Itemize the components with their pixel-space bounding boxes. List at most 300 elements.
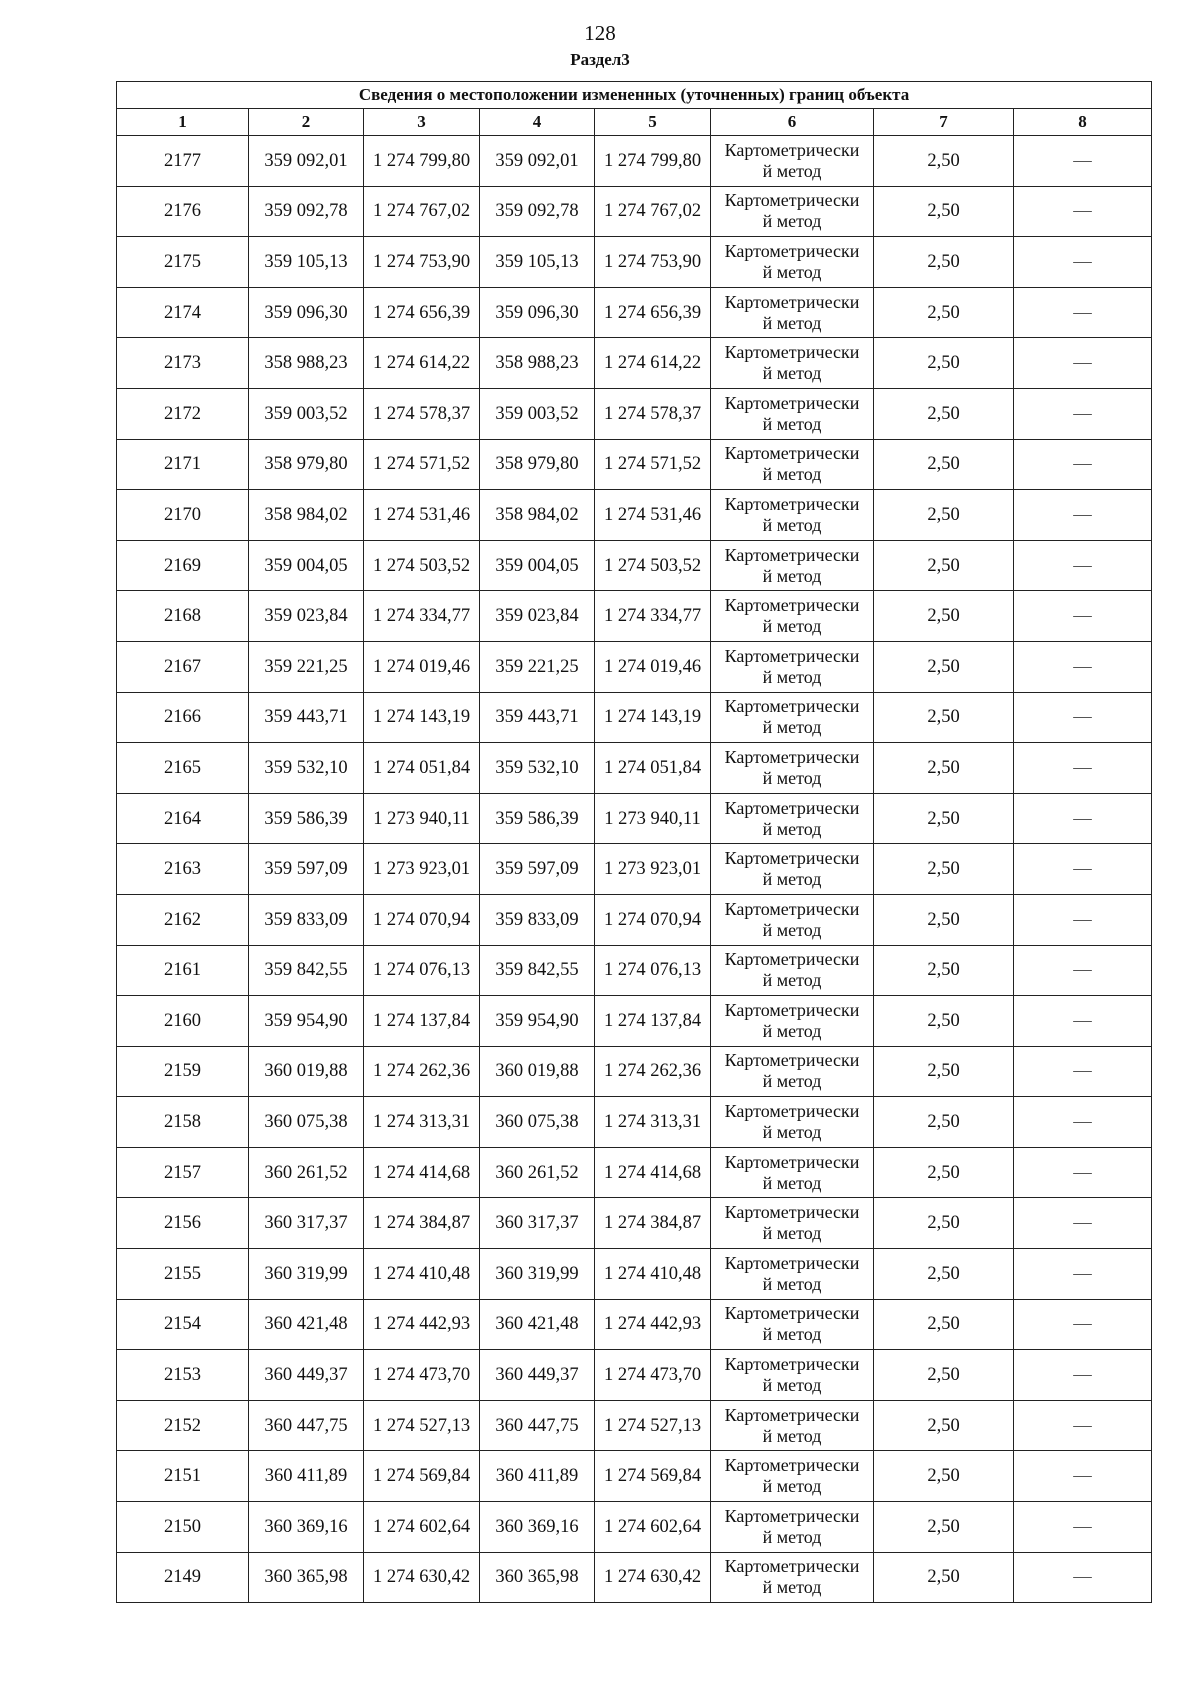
accuracy-cell: 2,50: [874, 641, 1014, 692]
y-coordinate-existing-cell: 1 274 076,13: [364, 945, 480, 996]
x-coordinate-existing-cell: 359 833,09: [249, 894, 364, 945]
y-coordinate-refined-cell: 1 274 531,46: [595, 490, 711, 541]
method-cell: [711, 894, 874, 945]
point-number-cell: 2157: [117, 1147, 249, 1198]
x-coordinate-existing-cell: 360 319,99: [249, 1249, 364, 1300]
x-coordinate-existing-cell: 359 096,30: [249, 287, 364, 338]
method-line-2: й метод: [762, 666, 822, 687]
x-coordinate-refined-cell: 359 532,10: [480, 743, 595, 794]
y-coordinate-existing-cell: 1 274 019,46: [364, 641, 480, 692]
x-coordinate-existing-cell: 359 092,01: [249, 136, 364, 187]
y-coordinate-existing-cell: 1 274 602,64: [364, 1502, 480, 1553]
method-cell: [711, 1502, 874, 1553]
point-number-cell: 2166: [117, 692, 249, 743]
y-coordinate-refined-cell: 1 274 410,48: [595, 1249, 711, 1300]
x-coordinate-existing-cell: 360 317,37: [249, 1198, 364, 1249]
y-coordinate-existing-cell: 1 274 578,37: [364, 388, 480, 439]
method-cell: [711, 1299, 874, 1350]
x-coordinate-refined-cell: 360 369,16: [480, 1502, 595, 1553]
column-number-1: 1: [117, 109, 249, 136]
y-coordinate-refined-cell: 1 274 051,84: [595, 743, 711, 794]
x-coordinate-existing-cell: 359 003,52: [249, 388, 364, 439]
table-row: [117, 743, 1152, 794]
x-coordinate-refined-cell: 360 319,99: [480, 1249, 595, 1300]
x-coordinate-refined-cell: 359 833,09: [480, 894, 595, 945]
y-coordinate-existing-cell: 1 274 137,84: [364, 996, 480, 1047]
x-coordinate-refined-cell: 359 023,84: [480, 591, 595, 642]
accuracy-cell: 2,50: [874, 844, 1014, 895]
y-coordinate-existing-cell: 1 274 799,80: [364, 136, 480, 187]
y-coordinate-refined-cell: 1 274 503,52: [595, 540, 711, 591]
point-number-cell: 2156: [117, 1198, 249, 1249]
point-number-cell: 2158: [117, 1097, 249, 1148]
accuracy-cell: 2,50: [874, 1198, 1014, 1249]
method-cell: [711, 591, 874, 642]
method-line-1: Картометрически: [724, 291, 860, 312]
method-line-2: й метод: [762, 1172, 822, 1193]
accuracy-cell: 2,50: [874, 1299, 1014, 1350]
point-number-cell: 2151: [117, 1451, 249, 1502]
x-coordinate-existing-cell: 358 984,02: [249, 490, 364, 541]
point-number-cell: 2159: [117, 1046, 249, 1097]
method-cell: [711, 1046, 874, 1097]
x-coordinate-refined-cell: 359 004,05: [480, 540, 595, 591]
method-cell: [711, 1451, 874, 1502]
method-line-1: Картометрически: [724, 1151, 860, 1172]
method-cell: [711, 237, 874, 288]
method-cell: [711, 844, 874, 895]
x-coordinate-refined-cell: 359 105,13: [480, 237, 595, 288]
note-cell: —: [1014, 186, 1152, 237]
x-coordinate-refined-cell: 360 075,38: [480, 1097, 595, 1148]
point-number-cell: 2169: [117, 540, 249, 591]
y-coordinate-refined-cell: 1 274 614,22: [595, 338, 711, 389]
note-cell: —: [1014, 388, 1152, 439]
note-cell: —: [1014, 945, 1152, 996]
table-caption: Сведения о местоположении измененных (уточненных) границ объекта: [117, 82, 1152, 109]
x-coordinate-existing-cell: 360 019,88: [249, 1046, 364, 1097]
column-number-5: 5: [595, 109, 711, 136]
y-coordinate-existing-cell: 1 273 940,11: [364, 793, 480, 844]
method-line-2: й метод: [762, 211, 822, 232]
method-line-2: й метод: [762, 1425, 822, 1446]
y-coordinate-refined-cell: 1 274 571,52: [595, 439, 711, 490]
accuracy-cell: 2,50: [874, 237, 1014, 288]
point-number-cell: 2164: [117, 793, 249, 844]
y-coordinate-refined-cell: 1 274 799,80: [595, 136, 711, 187]
method-line-2: й метод: [762, 565, 822, 586]
method-line-2: й метод: [762, 312, 822, 333]
point-number-cell: 2174: [117, 287, 249, 338]
table-row: [117, 439, 1152, 490]
method-line-2: й метод: [762, 1273, 822, 1294]
method-line-2: й метод: [762, 818, 822, 839]
y-coordinate-refined-cell: 1 274 143,19: [595, 692, 711, 743]
x-coordinate-refined-cell: 358 988,23: [480, 338, 595, 389]
method-cell: [711, 1198, 874, 1249]
method-cell: [711, 996, 874, 1047]
x-coordinate-existing-cell: 359 221,25: [249, 641, 364, 692]
method-line-1: Картометрически: [724, 746, 860, 767]
x-coordinate-refined-cell: 359 221,25: [480, 641, 595, 692]
note-cell: —: [1014, 1451, 1152, 1502]
x-coordinate-refined-cell: 359 597,09: [480, 844, 595, 895]
table-row: [117, 1046, 1152, 1097]
method-cell: [711, 388, 874, 439]
point-number-cell: 2155: [117, 1249, 249, 1300]
x-coordinate-existing-cell: 360 449,37: [249, 1350, 364, 1401]
method-cell: [711, 1400, 874, 1451]
y-coordinate-refined-cell: 1 274 442,93: [595, 1299, 711, 1350]
point-number-cell: 2172: [117, 388, 249, 439]
y-coordinate-existing-cell: 1 274 569,84: [364, 1451, 480, 1502]
method-line-2: й метод: [762, 869, 822, 890]
y-coordinate-existing-cell: 1 274 414,68: [364, 1147, 480, 1198]
point-number-cell: 2149: [117, 1552, 249, 1603]
y-coordinate-refined-cell: 1 274 076,13: [595, 945, 711, 996]
method-line-1: Картометрически: [724, 1455, 860, 1476]
y-coordinate-existing-cell: 1 274 384,87: [364, 1198, 480, 1249]
method-cell: [711, 287, 874, 338]
y-coordinate-refined-cell: 1 273 940,11: [595, 793, 711, 844]
note-cell: —: [1014, 1502, 1152, 1553]
x-coordinate-existing-cell: 359 842,55: [249, 945, 364, 996]
y-coordinate-existing-cell: 1 274 531,46: [364, 490, 480, 541]
x-coordinate-existing-cell: 359 443,71: [249, 692, 364, 743]
x-coordinate-refined-cell: 360 317,37: [480, 1198, 595, 1249]
method-line-2: й метод: [762, 1476, 822, 1497]
y-coordinate-existing-cell: 1 274 473,70: [364, 1350, 480, 1401]
x-coordinate-refined-cell: 360 261,52: [480, 1147, 595, 1198]
y-coordinate-refined-cell: 1 274 070,94: [595, 894, 711, 945]
accuracy-cell: 2,50: [874, 338, 1014, 389]
note-cell: —: [1014, 540, 1152, 591]
x-coordinate-refined-cell: 360 411,89: [480, 1451, 595, 1502]
point-number-cell: 2175: [117, 237, 249, 288]
x-coordinate-refined-cell: 360 447,75: [480, 1400, 595, 1451]
column-number-8: 8: [1014, 109, 1152, 136]
method-line-2: й метод: [762, 616, 822, 637]
table-row: [117, 1552, 1152, 1603]
method-line-1: Картометрически: [724, 1101, 860, 1122]
method-line-1: Картометрически: [724, 696, 860, 717]
method-line-1: Картометрически: [724, 544, 860, 565]
method-cell: [711, 186, 874, 237]
x-coordinate-refined-cell: 360 449,37: [480, 1350, 595, 1401]
accuracy-cell: 2,50: [874, 793, 1014, 844]
method-line-1: Картометрически: [724, 1303, 860, 1324]
note-cell: —: [1014, 1350, 1152, 1401]
table-row: [117, 1350, 1152, 1401]
y-coordinate-refined-cell: 1 273 923,01: [595, 844, 711, 895]
y-coordinate-existing-cell: 1 274 503,52: [364, 540, 480, 591]
point-number-cell: 2177: [117, 136, 249, 187]
y-coordinate-refined-cell: 1 274 384,87: [595, 1198, 711, 1249]
table-row: [117, 237, 1152, 288]
point-number-cell: 2162: [117, 894, 249, 945]
x-coordinate-refined-cell: 359 092,01: [480, 136, 595, 187]
point-number-cell: 2150: [117, 1502, 249, 1553]
method-cell: [711, 1147, 874, 1198]
accuracy-cell: 2,50: [874, 439, 1014, 490]
method-cell: [711, 743, 874, 794]
column-number-6: 6: [711, 109, 874, 136]
method-line-1: Картометрически: [724, 493, 860, 514]
column-number-row: [117, 109, 1152, 136]
x-coordinate-refined-cell: 359 842,55: [480, 945, 595, 996]
x-coordinate-existing-cell: 359 586,39: [249, 793, 364, 844]
table-row: [117, 1400, 1152, 1451]
y-coordinate-refined-cell: 1 274 527,13: [595, 1400, 711, 1451]
method-line-1: Картометрически: [724, 1050, 860, 1071]
note-cell: —: [1014, 743, 1152, 794]
x-coordinate-existing-cell: 360 447,75: [249, 1400, 364, 1451]
boundary-coordinates-table: [116, 81, 1152, 1603]
accuracy-cell: 2,50: [874, 540, 1014, 591]
method-line-2: й метод: [762, 1577, 822, 1598]
accuracy-cell: 2,50: [874, 186, 1014, 237]
method-line-2: й метод: [762, 767, 822, 788]
note-cell: —: [1014, 793, 1152, 844]
method-line-2: й метод: [762, 919, 822, 940]
method-line-1: Картометрически: [724, 342, 860, 363]
point-number-cell: 2152: [117, 1400, 249, 1451]
y-coordinate-refined-cell: 1 274 137,84: [595, 996, 711, 1047]
y-coordinate-existing-cell: 1 274 143,19: [364, 692, 480, 743]
note-cell: —: [1014, 996, 1152, 1047]
point-number-cell: 2161: [117, 945, 249, 996]
method-line-2: й метод: [762, 1020, 822, 1041]
accuracy-cell: 2,50: [874, 1147, 1014, 1198]
table-row: [117, 1299, 1152, 1350]
method-line-1: Картометрически: [724, 392, 860, 413]
method-line-2: й метод: [762, 717, 822, 738]
y-coordinate-existing-cell: 1 274 262,36: [364, 1046, 480, 1097]
method-line-2: й метод: [762, 514, 822, 535]
method-cell: [711, 1097, 874, 1148]
table-row: [117, 945, 1152, 996]
y-coordinate-refined-cell: 1 274 630,42: [595, 1552, 711, 1603]
page-number: 128: [584, 21, 616, 45]
x-coordinate-existing-cell: 360 365,98: [249, 1552, 364, 1603]
y-coordinate-existing-cell: 1 274 527,13: [364, 1400, 480, 1451]
table-row: [117, 1451, 1152, 1502]
accuracy-cell: 2,50: [874, 388, 1014, 439]
method-cell: [711, 338, 874, 389]
y-coordinate-existing-cell: 1 274 630,42: [364, 1552, 480, 1603]
point-number-cell: 2173: [117, 338, 249, 389]
x-coordinate-existing-cell: 358 979,80: [249, 439, 364, 490]
table-row: [117, 186, 1152, 237]
accuracy-cell: 2,50: [874, 1552, 1014, 1603]
column-number-7: 7: [874, 109, 1014, 136]
column-number-2: 2: [249, 109, 364, 136]
y-coordinate-existing-cell: 1 274 767,02: [364, 186, 480, 237]
table-row: [117, 388, 1152, 439]
table-row: [117, 844, 1152, 895]
method-line-2: й метод: [762, 1526, 822, 1547]
accuracy-cell: 2,50: [874, 490, 1014, 541]
x-coordinate-refined-cell: 358 979,80: [480, 439, 595, 490]
point-number-cell: 2154: [117, 1299, 249, 1350]
x-coordinate-refined-cell: 358 984,02: [480, 490, 595, 541]
x-coordinate-existing-cell: 359 004,05: [249, 540, 364, 591]
point-number-cell: 2171: [117, 439, 249, 490]
accuracy-cell: 2,50: [874, 743, 1014, 794]
x-coordinate-existing-cell: 360 261,52: [249, 1147, 364, 1198]
accuracy-cell: 2,50: [874, 894, 1014, 945]
method-line-2: й метод: [762, 1223, 822, 1244]
y-coordinate-refined-cell: 1 274 767,02: [595, 186, 711, 237]
method-cell: [711, 793, 874, 844]
y-coordinate-existing-cell: 1 274 051,84: [364, 743, 480, 794]
method-line-1: Картометрически: [724, 1556, 860, 1577]
method-line-1: Картометрически: [724, 1202, 860, 1223]
y-coordinate-refined-cell: 1 274 334,77: [595, 591, 711, 642]
accuracy-cell: 2,50: [874, 136, 1014, 187]
note-cell: —: [1014, 287, 1152, 338]
x-coordinate-existing-cell: 360 411,89: [249, 1451, 364, 1502]
method-line-2: й метод: [762, 261, 822, 282]
x-coordinate-refined-cell: 359 096,30: [480, 287, 595, 338]
y-coordinate-existing-cell: 1 274 334,77: [364, 591, 480, 642]
method-line-1: Картометрически: [724, 139, 860, 160]
y-coordinate-existing-cell: 1 274 753,90: [364, 237, 480, 288]
x-coordinate-refined-cell: 359 954,90: [480, 996, 595, 1047]
note-cell: —: [1014, 591, 1152, 642]
accuracy-cell: 2,50: [874, 591, 1014, 642]
x-coordinate-existing-cell: 360 075,38: [249, 1097, 364, 1148]
y-coordinate-existing-cell: 1 274 410,48: [364, 1249, 480, 1300]
method-line-2: й метод: [762, 1324, 822, 1345]
table-row: [117, 1147, 1152, 1198]
accuracy-cell: 2,50: [874, 996, 1014, 1047]
table-row: [117, 996, 1152, 1047]
method-line-2: й метод: [762, 363, 822, 384]
accuracy-cell: 2,50: [874, 287, 1014, 338]
note-cell: —: [1014, 1249, 1152, 1300]
method-cell: [711, 641, 874, 692]
y-coordinate-refined-cell: 1 274 313,31: [595, 1097, 711, 1148]
method-line-2: й метод: [762, 464, 822, 485]
table-row: [117, 641, 1152, 692]
method-line-1: Картометрически: [724, 1252, 860, 1273]
y-coordinate-existing-cell: 1 274 656,39: [364, 287, 480, 338]
note-cell: —: [1014, 641, 1152, 692]
point-number-cell: 2176: [117, 186, 249, 237]
x-coordinate-refined-cell: 359 092,78: [480, 186, 595, 237]
accuracy-cell: 2,50: [874, 945, 1014, 996]
column-number-3: 3: [364, 109, 480, 136]
method-line-1: Картометрически: [724, 595, 860, 616]
x-coordinate-refined-cell: 359 586,39: [480, 793, 595, 844]
column-number-4: 4: [480, 109, 595, 136]
method-line-1: Картометрически: [724, 1404, 860, 1425]
note-cell: —: [1014, 692, 1152, 743]
table-body: [117, 136, 1152, 1603]
note-cell: —: [1014, 490, 1152, 541]
y-coordinate-refined-cell: 1 274 019,46: [595, 641, 711, 692]
table-caption-row: [117, 82, 1152, 109]
method-line-1: Картометрически: [724, 898, 860, 919]
method-cell: [711, 439, 874, 490]
x-coordinate-existing-cell: 360 421,48: [249, 1299, 364, 1350]
point-number-cell: 2163: [117, 844, 249, 895]
method-line-2: й метод: [762, 1071, 822, 1092]
x-coordinate-refined-cell: 359 003,52: [480, 388, 595, 439]
table-row: [117, 1502, 1152, 1553]
method-line-1: Картометрически: [724, 949, 860, 970]
table-row: [117, 540, 1152, 591]
x-coordinate-existing-cell: 358 988,23: [249, 338, 364, 389]
table-row: [117, 894, 1152, 945]
note-cell: —: [1014, 1400, 1152, 1451]
accuracy-cell: 2,50: [874, 692, 1014, 743]
table-row: [117, 287, 1152, 338]
accuracy-cell: 2,50: [874, 1249, 1014, 1300]
y-coordinate-existing-cell: 1 274 571,52: [364, 439, 480, 490]
method-cell: [711, 1350, 874, 1401]
x-coordinate-existing-cell: 359 954,90: [249, 996, 364, 1047]
y-coordinate-existing-cell: 1 274 313,31: [364, 1097, 480, 1148]
method-cell: [711, 490, 874, 541]
point-number-cell: 2167: [117, 641, 249, 692]
note-cell: —: [1014, 844, 1152, 895]
y-coordinate-refined-cell: 1 274 753,90: [595, 237, 711, 288]
method-line-1: Картометрически: [724, 1354, 860, 1375]
note-cell: —: [1014, 136, 1152, 187]
point-number-cell: 2170: [117, 490, 249, 541]
method-line-1: Картометрически: [724, 797, 860, 818]
y-coordinate-refined-cell: 1 274 569,84: [595, 1451, 711, 1502]
accuracy-cell: 2,50: [874, 1097, 1014, 1148]
y-coordinate-refined-cell: 1 274 602,64: [595, 1502, 711, 1553]
method-line-1: Картометрически: [724, 443, 860, 464]
note-cell: —: [1014, 439, 1152, 490]
y-coordinate-refined-cell: 1 274 578,37: [595, 388, 711, 439]
x-coordinate-existing-cell: 359 023,84: [249, 591, 364, 642]
y-coordinate-refined-cell: 1 274 414,68: [595, 1147, 711, 1198]
y-coordinate-refined-cell: 1 274 656,39: [595, 287, 711, 338]
note-cell: —: [1014, 1299, 1152, 1350]
x-coordinate-existing-cell: 360 369,16: [249, 1502, 364, 1553]
y-coordinate-existing-cell: 1 273 923,01: [364, 844, 480, 895]
x-coordinate-existing-cell: 359 105,13: [249, 237, 364, 288]
x-coordinate-existing-cell: 359 092,78: [249, 186, 364, 237]
note-cell: —: [1014, 1552, 1152, 1603]
table-row: [117, 490, 1152, 541]
point-number-cell: 2160: [117, 996, 249, 1047]
method-line-1: Картометрически: [724, 190, 860, 211]
method-line-2: й метод: [762, 1122, 822, 1143]
table-row: [117, 1249, 1152, 1300]
y-coordinate-refined-cell: 1 274 473,70: [595, 1350, 711, 1401]
table-row: [117, 1097, 1152, 1148]
point-number-cell: 2153: [117, 1350, 249, 1401]
section-title: Раздел3: [570, 50, 630, 69]
note-cell: —: [1014, 1046, 1152, 1097]
method-line-2: й метод: [762, 160, 822, 181]
method-line-2: й метод: [762, 413, 822, 434]
table-row: [117, 591, 1152, 642]
x-coordinate-refined-cell: 360 019,88: [480, 1046, 595, 1097]
y-coordinate-existing-cell: 1 274 614,22: [364, 338, 480, 389]
method-cell: [711, 136, 874, 187]
x-coordinate-existing-cell: 359 597,09: [249, 844, 364, 895]
method-cell: [711, 1552, 874, 1603]
note-cell: —: [1014, 894, 1152, 945]
method-cell: [711, 540, 874, 591]
